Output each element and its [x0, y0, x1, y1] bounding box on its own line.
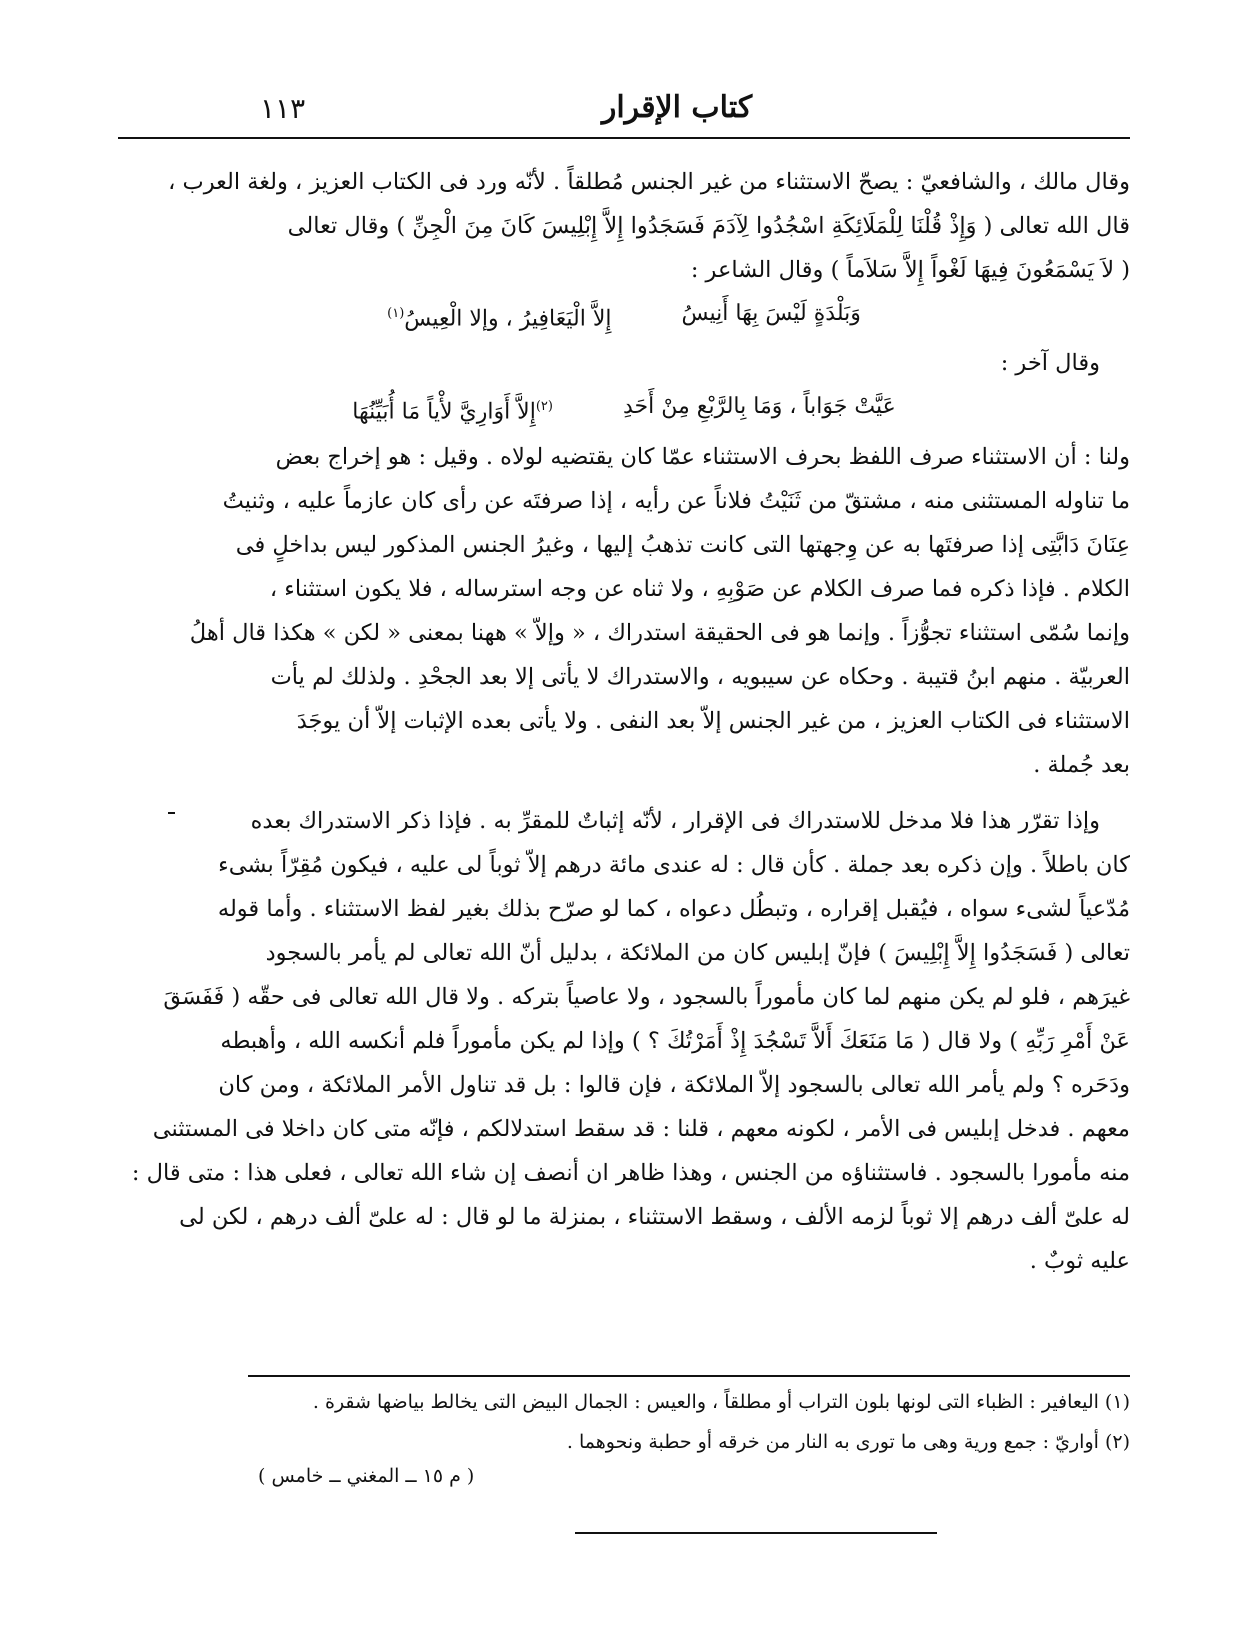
footnotes: [230, 1382, 1130, 1462]
text-line: وقال آخر :: [1000, 350, 1100, 377]
text-line: عَنْ أَمْرِ رَبِّهِ ) ولا قال ( مَا مَنَعَكَ أَلاَّ تَسْجُدَ إِذْ أَمَرْتُكَ ؟ ) وإذا لم يكن مأموراً فلم أنكسه الله ، وأهبطه: [220, 1027, 1130, 1054]
text-line: بعد جُملة .: [1033, 751, 1130, 778]
page-header: [242, 90, 1112, 136]
text-line: تعالى ( فَسَجَدُوا إِلاَّ إِبْلِيسَ ) فإنّ إبليس كان من الملائكة ، بدليل أنّ الله تعالى لم يأمر بالسجود: [265, 939, 1130, 966]
main-text: [118, 160, 1130, 1283]
text-line: منه مأمورا بالسجود . فاستثناؤه من الجنس ، وهذا ظاهر ان أنصف إن شاء الله تعالى ، فعلى هذا : متى قال :: [131, 1159, 1130, 1186]
verse-2-first-hemistich: عَيَّتْ جَوَاباً ، وَمَا بِالرَّبْعِ مِنْ أَحَدِ: [622, 394, 896, 420]
text-line: كان باطلاً . وإن ذكره بعد جملة . كأن قال : له عندى مائة درهم إلاّ ثوباً لى عليه ، فيكون مُقِرّاً بشىء: [218, 851, 1130, 878]
text-line: الاستثناء فى الكتاب العزيز ، من غير الجنس إلاّ بعد النفى . ولا يأتى بعده الإثبات إلاّ أن يوجَدَ: [296, 707, 1130, 734]
text-line: الكلام . فإذا ذكره فما صرف الكلام عن صَوْبِهِ ، ولا ثناه عن وجه استرساله ، فلا يكون استثناء ،: [269, 575, 1130, 602]
printer-signature: ( م ١٥ ــ المغني ــ خامس ): [258, 1465, 475, 1487]
text-line: عِنَانَ دَابَّتِى إذا صرفتَها به عن وِجهتها التى كانت تذهبُ إليها ، وغيرُ الجنس المذكور ليس بداخلٍ فى: [235, 531, 1130, 558]
text-line: ما تناوله المستثنى منه ، مشتقّ من ثَنَيْتُ فلاناً عن رأيه ، إذا صرفتَه عن رأى كان عازماً عليه ، وثنيتُ: [222, 487, 1130, 514]
text-line: وإنما سُمّى استثناء تجوُّزاً . وإنما هو فى الحقيقة استدراك ، « وإلاّ » ههنا بمعنى « لكن » هكذا قال أهلُ: [189, 619, 1130, 646]
page-number: ١١٣: [260, 92, 306, 125]
verse-1-second-hemistich-wrap: [387, 292, 611, 341]
text-line: معهم . فدخل إبليس فى الأمر ، لكونه معهم ، قلنا : قد سقط استدلالكم ، فإنّه متى كان داخلا فى المستثنى: [152, 1115, 1130, 1142]
bottom-rule: [575, 1532, 937, 1534]
text-line: غيرَهم ، فلو لم يكن منهم لما كان مأموراً بالسجود ، ولا عاصياً بتركه . ولا قال الله تعالى فى حقّه ( فَفَسَقَ: [163, 983, 1130, 1010]
footnote-1: (١) اليعافير : الظباء التى لونها بلون التراب أو مطلقاً ، والعيس : الجمال البيض التى يخالط بياضها شقرة .: [312, 1391, 1130, 1413]
verse-1-first-hemistich: وَبَلْدَةٍ لَيْسَ بِهَا أَنِيسُ: [681, 301, 861, 326]
footnote-mark-1: (١): [387, 306, 405, 321]
text-line: العربيّة . منهم ابنُ قتيبة . وحكاه عن سيبويه ، والاستدراك لا يأتى إلا بعد الجحْدِ . ولذلك لم يأت: [270, 663, 1130, 690]
margin-mark: [168, 812, 175, 814]
page-title: كتاب الإقرار: [601, 90, 753, 125]
header-rule: [118, 137, 1130, 139]
text-line: له علىّ ألف درهم إلا ثوباً لزمه الألف ، وسقط الاستثناء ، بمنزلة ما لو قال : له علىّ ألف درهم ، لكن لى: [179, 1203, 1130, 1230]
footnote-2: (٢) أواريّ : جمع ورية وهى ما تورى به النار من خرقه أو حطبة ونحوهما .: [566, 1431, 1130, 1453]
text-line: ولنا : أن الاستثناء صرف اللفظ بحرف الاستثناء عمّا كان يقتضيه لولاه . وقيل : هو إخراج بعض: [275, 443, 1130, 470]
paragraph-gap: [118, 787, 1130, 799]
text-line: وإذا تقرّر هذا فلا مدخل للاستدراك فى الإقرار ، لأنّه إثباتٌ للمقرِّ به . فإذا ذكر الاستدراك بعده: [250, 807, 1100, 834]
footnote-mark-2: (٢): [535, 399, 553, 415]
text-line: ( لاَ يَسْمَعُونَ فِيهَا لَغْواً إِلاَّ سَلاَماً ) وقال الشاعر :: [690, 257, 1130, 283]
footnote-rule: [248, 1375, 1130, 1377]
text-line: عليه ثوبٌ .: [1029, 1247, 1130, 1274]
text-line: قال الله تعالى ( وَإِذْ قُلْنَا لِلْمَلَائِكَةِ اسْجُدُوا لِآدَمَ فَسَجَدُوا إِلاَّ إِبْلِيسَ كَانَ مِنَ الْجِنِّ ) وقال تعالى: [287, 213, 1130, 239]
verse-1-second-hemistich: إِلاَّ الْيَعَافِيرُ ، وإلا الْعِيسُ: [404, 306, 612, 332]
text-line: وقال مالك ، والشافعيّ : يصحّ الاستثناء من غير الجنس مُطلقاً . لأنّه ورد فى الكتاب العزيز ، ولغة العرب ،: [168, 169, 1130, 195]
text-line: ودَحَره ؟ ولم يأمر الله تعالى بالسجود إلاّ الملائكة ، فإن قالوا : بل قد تناول الأمر الملائكة ، ومن كان: [218, 1071, 1130, 1098]
verse-1: [118, 292, 1130, 341]
verse-2-second-hemistich: إِلاَّ أَوَارِيَّ لأْياً مَا أُبَيِّنُهَا: [352, 399, 536, 425]
verse-2: [118, 385, 1130, 434]
text-line: مُدّعياً لشىء سواه ، فيُقبل إقراره ، وتبطُل دعواه ، كما لو صرّح بذلك بغير لفظ الاستثناء . وأما قوله: [217, 895, 1130, 922]
verse-2-second-hemistich-wrap: [352, 385, 553, 434]
